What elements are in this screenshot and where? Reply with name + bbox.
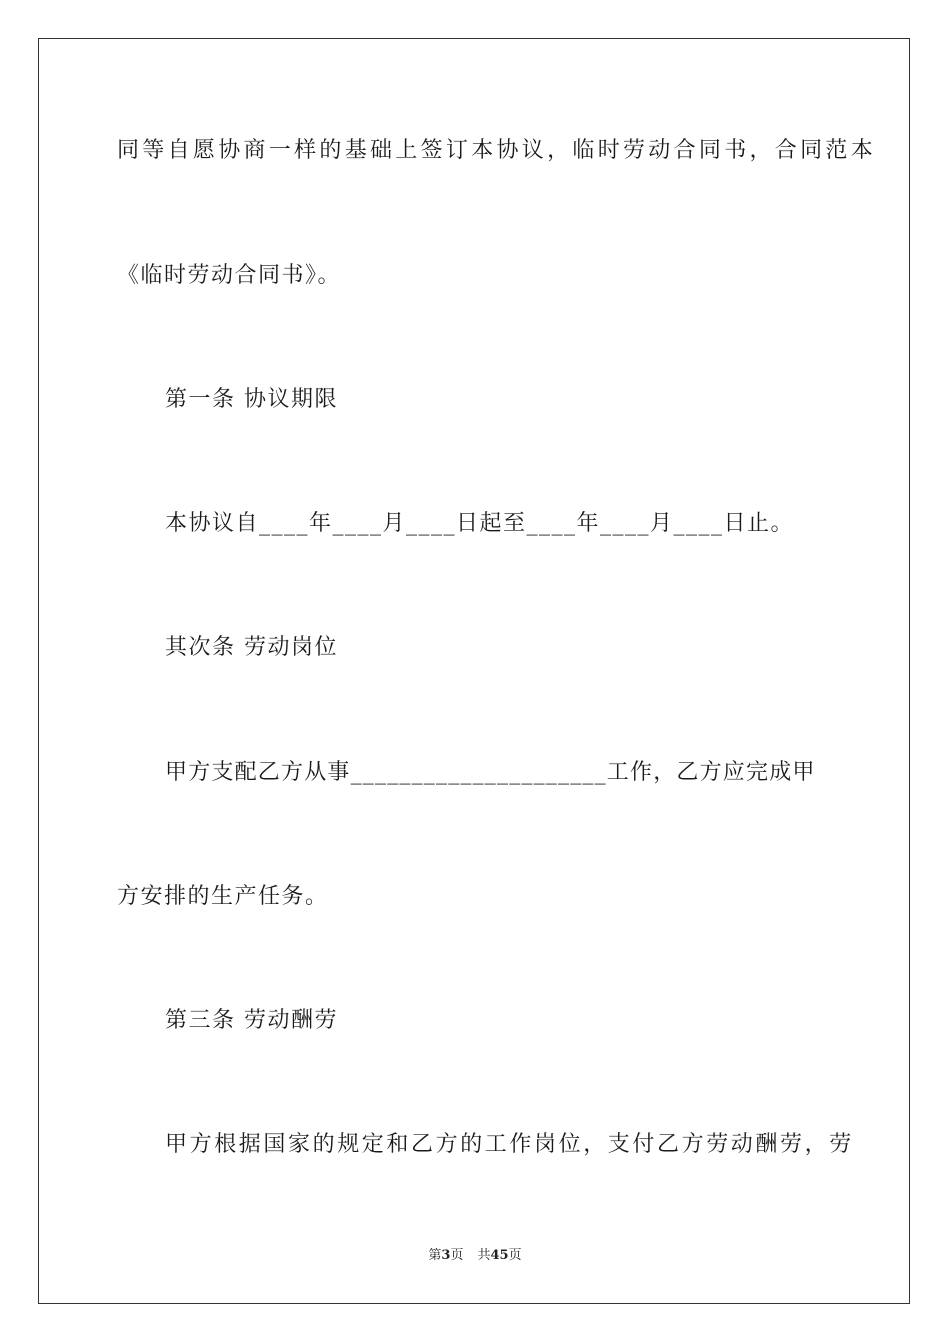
total-prefix: 共 <box>477 1248 491 1263</box>
article-2-heading: 其次条 劳动岗位 <box>165 635 338 660</box>
agreement-term-line: 本协议自____年____月____日起至____年____月____日止。 <box>165 511 795 536</box>
page-frame <box>38 38 910 1304</box>
article-3-heading: 第三条 劳动酬劳 <box>165 1008 338 1033</box>
body-text-line-7: 方安排的生产任务。 <box>117 884 329 909</box>
body-text-line-1: 同等自愿协商一样的基础上签订本协议，临时劳动合同书，合同范本 <box>117 138 877 163</box>
page-footer <box>0 1247 950 1265</box>
remuneration-line: 甲方根据国家的规定和乙方的工作岗位，支付乙方劳动酬劳，劳 <box>165 1132 854 1157</box>
total-suffix: 页 <box>508 1248 522 1263</box>
page-number: 3 <box>441 1248 451 1263</box>
page-prefix: 第 <box>428 1248 442 1263</box>
total-pages: 45 <box>490 1248 509 1263</box>
body-text-line-2: 《临时劳动合同书》。 <box>117 263 342 288</box>
article-1-heading: 第一条 协议期限 <box>165 387 338 412</box>
page-suffix: 页 <box>450 1248 464 1263</box>
work-assignment-line: 甲方支配乙方从事_____________________工作，乙方应完成甲 <box>165 760 816 785</box>
